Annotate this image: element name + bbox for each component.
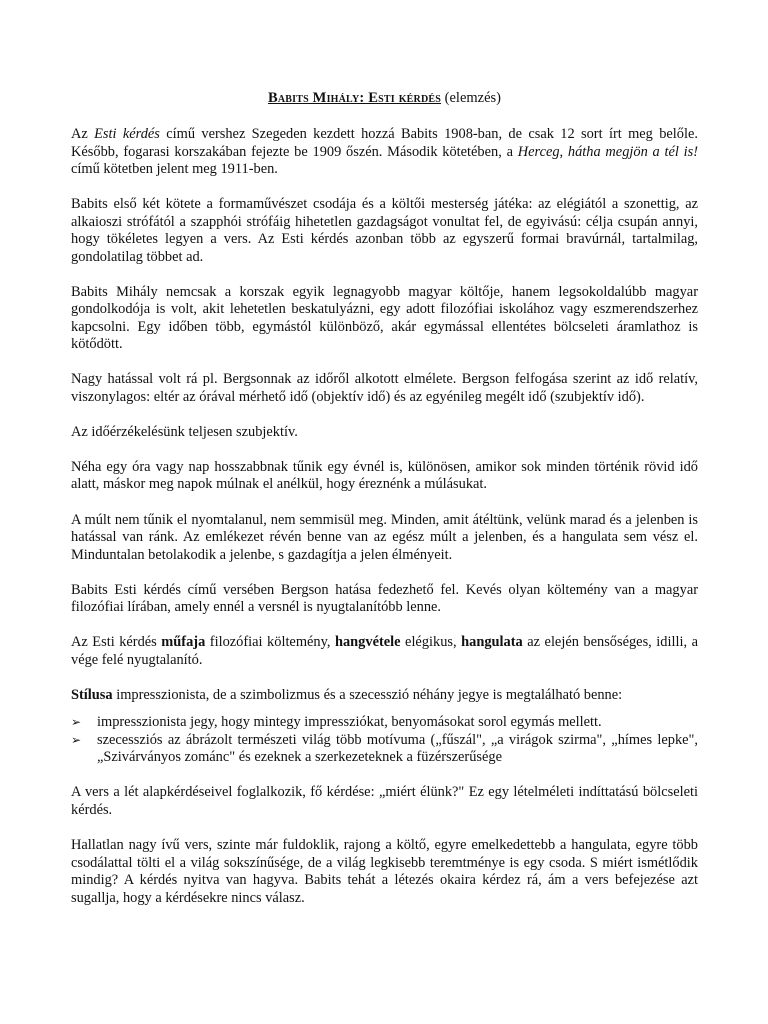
- p9-bold-mood: hangulata: [461, 634, 523, 651]
- p1-italic-book: Herceg, hátha megjön a tél is!: [517, 143, 699, 160]
- p9-text-g: az elején bensőséges, idilli, a vége felé nyugtalanító.: [71, 634, 698, 668]
- p9-text-c: filozófiai költemény,: [205, 634, 335, 651]
- p9-text-e: elégikus,: [400, 634, 462, 651]
- paragraph-question: A vers a lét alapkérdéseivel foglalkozik, fő kérdése: „miért élünk?" Ez egy lételméleti indíttatású bölcseleti kérdés.: [71, 784, 698, 818]
- paragraph-past: A múlt nem tűnik el nyomtalanul, nem semmisül meg. Minden, amit átéltünk, velünk marad és a jelenben is hatással van ránk. Az emlékezet révén benne van az egész múlt a jelenben, és a hangulata sem vész el. Minduntalan betolakodik a jelenbe, s gazdagítja a jelen élményeit.: [71, 511, 698, 563]
- paragraph-time-feel: Néha egy óra vagy nap hosszabbnak tűnik egy évnél is, különösen, amikor sok minden történik rövid idő alatt, máskor meg napok múlnak el anélkül, hogy éreznénk a múlásukat.: [71, 458, 698, 493]
- p9-bold-tone: hangvétele: [334, 634, 401, 651]
- p10-text-b: impresszionista, de a szimbolizmus és a szecesszió néhány jegye is megtalálható benne:: [112, 686, 623, 703]
- bullet-text: szecessziós az ábrázolt természeti világ több motívuma („fűszál", „a virágok szirma", „hímes lepke", „Szivárványos zománc" és ezeknek a szerkezeteknek a füzérszerűsége: [97, 731, 698, 766]
- paragraph-conclusion: Hallatlan nagy ívű vers, szinte már fuldoklik, rajong a költő, egyre emelkedettebb a hangulata, egyre több csodálattal tölti el a világ sokszínűsége, de a világ legkisebb teremtménye is egy csoda. S miért ismétlődik mindig? A kérdés nyitva van hagyva. Babits tehát a létezés okaira kérdez rá, ám a vers befejezése azt sugallja, hogy a kérdésekre nincs válasz.: [71, 837, 698, 906]
- bullet-text: impresszionista jegy, hogy mintegy impressziókat, benyomásokat sorol egymás mellett.: [97, 714, 602, 731]
- style-bullet-list: [71, 714, 698, 767]
- bullet-item-secession: [71, 732, 698, 767]
- paragraph-bergson: Nagy hatással volt rá pl. Bergsonnak az időről alkotott elmélete. Bergson felfogása szerint az idő relatív, viszonylagos: eltér az órával mérhető idő (objektív idő) és az egyénileg megélt idő (szubjektív idő).: [71, 371, 698, 405]
- paragraph-style: [71, 687, 698, 705]
- paragraph-thinker: Babits Mihály nemcsak a korszak egyik legnagyobb magyar költője, hanem legsokoldalúbb magyar gondolkodója is volt, akit lehetetlen beskatulyázni, egy adott filozófiai iskolához vagy eszmerendszerhez kapcsolni. Egy időben több, egymástól különböző, akár egymással ellentétes bölcseleti áramlathoz is kötődött.: [71, 283, 698, 353]
- p1-italic-title: Esti kérdés: [94, 126, 160, 142]
- bullet-item-impressionist: [71, 714, 698, 732]
- arrow-bullet-icon: ➢: [71, 732, 82, 747]
- paragraph-influence: Babits Esti kérdés című versében Bergson hatása fedezhető fel. Kevés olyan költemény van a magyar filozófiai lírában, amely ennél a versnél is nyugtalanítóbb lenne.: [71, 581, 698, 616]
- p1-text-a: Az: [71, 126, 95, 142]
- paragraph-genre: [71, 634, 698, 669]
- p9-text-a: Az Esti kérdés: [71, 634, 162, 651]
- title-suffix: (elemzés): [441, 90, 502, 106]
- title-main: Babits Mihály: Esti kérdés: [267, 90, 442, 106]
- p1-text-c: című vershez Szegeden kezdett hozzá Babits 1908-ban, de csak 12 sort írt meg belőle. Később, fogarasi korszakában fejezte be 1909 őszén. Második kötetében, a: [71, 126, 698, 160]
- p1-text-e: című kötetben jelent meg 1911-ben.: [71, 161, 278, 177]
- paragraph-origin: [71, 126, 698, 179]
- p10-bold-style: Stílusa: [71, 686, 113, 703]
- p9-bold-genre: műfaja: [161, 634, 206, 651]
- document-title: [71, 88, 698, 108]
- paragraph-formal-art: Babits első két kötete a formaművészet csodája és a költői mesterség játéka: az elégiától a szonettig, az alkaioszi strófától a szapphói strófáig hihetetlen gazdagságot vonultat fel, de egyivású: célja csupán annyi, hogy tökéletes legyen a vers. Az Esti kérdés azonban több az egyszerű formai bravúrnál, tartalmilag, gondolatilag többet ad.: [71, 196, 698, 265]
- paragraph-subjective: Az időérzékelésünk teljesen szubjektív.: [71, 423, 298, 440]
- arrow-bullet-icon: ➢: [71, 715, 82, 730]
